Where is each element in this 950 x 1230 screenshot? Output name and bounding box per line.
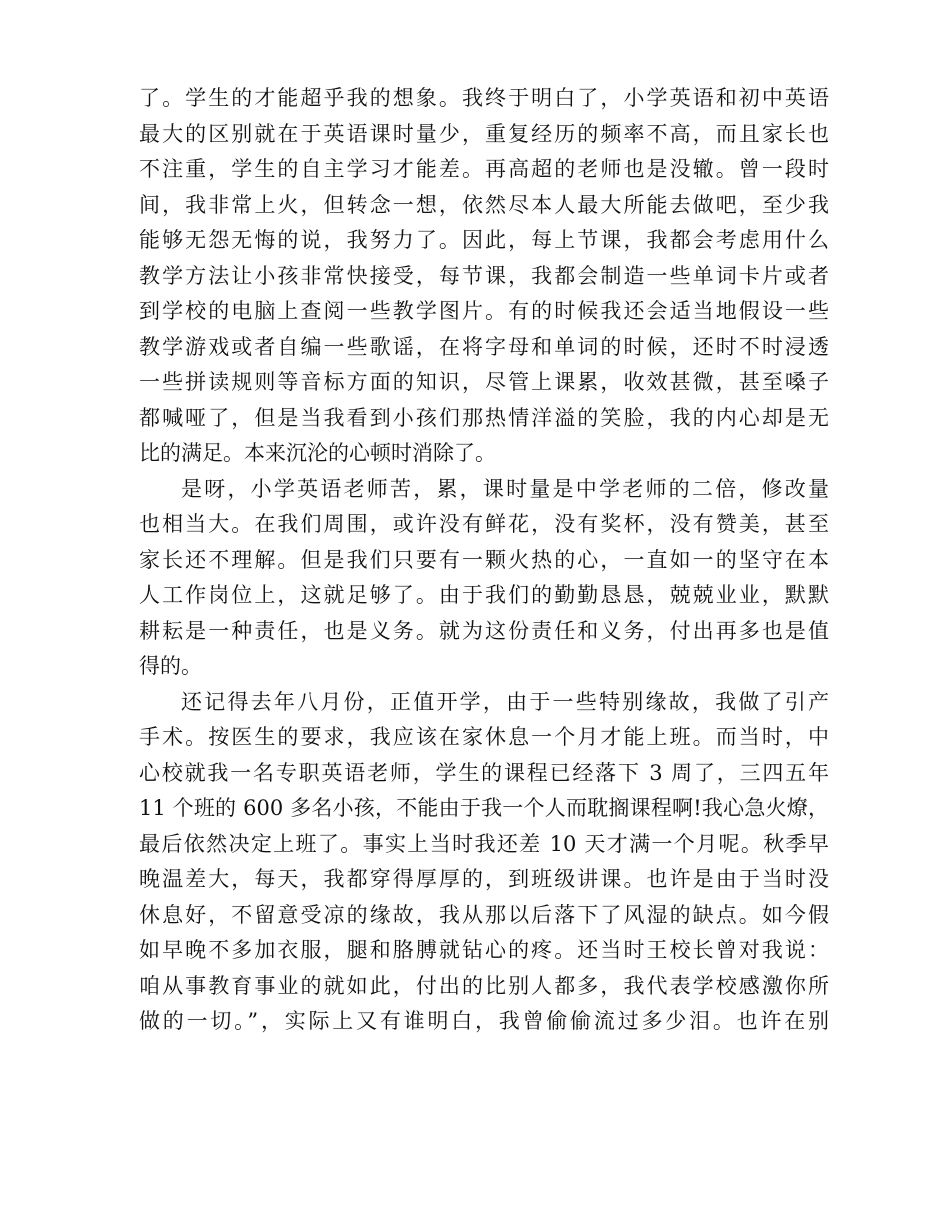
text-line: 最大的区别就在于英语课时量少，重复经历的频率不高，而且家长也 — [139, 121, 829, 146]
text-line: 休息好，不留意受凉的缘故，我从那以后落下了风湿的缺点。如今假 — [139, 902, 829, 927]
text-line: 人工作岗位上，这就足够了。由于我们的勤勤恳恳，兢兢业业，默默 — [139, 583, 829, 607]
text-line: 到学校的电脑上查阅一些教学图片。有的时候我还会适当地假设一些 — [139, 299, 829, 323]
text-line: 不注重，学生的自主学习才能差。再高超的老师也是没辙。曾一段时 — [139, 157, 829, 181]
text-line: 耕耘是一种责任，也是义务。就为这份责任和义务，付出再多也是值 — [139, 618, 829, 643]
text-line: 晚温差大，每天，我都穿得厚厚的，到班级讲课。也许是由于当时没 — [139, 867, 829, 891]
text-line: 了。学生的才能超乎我的想象。我终于明白了，小学英语和初中英语 — [139, 86, 829, 110]
text-line: 还记得去年八月份，正值开学，由于一些特别缘故，我做了引产 — [181, 689, 829, 714]
text-line: 得的。 — [139, 654, 202, 678]
text-line: 心校就我一名专职英语老师，学生的课程已经落下 3 周了，三四五年 — [139, 760, 829, 785]
text-line: 家长还不理解。但是我们只要有一颗火热的心，一直如一的坚守在本 — [139, 547, 829, 572]
text-line: 一些拼读规则等音标方面的知识，尽管上课累，收效甚微，甚至嗓子 — [139, 370, 829, 394]
text-line: 教学游戏或者自编一些歌谣，在将字母和单词的时候，还时不时浸透 — [139, 334, 829, 359]
text-line: 也相当大。在我们周围，或许没有鲜花，没有奖杯，没有赞美，甚至 — [139, 512, 829, 536]
text-line: 教学方法让小孩非常快接受，每节课，我都会制造一些单词卡片或者 — [139, 263, 829, 288]
body-text — [139, 81, 829, 1040]
text-line: 做的一切。”，实际上又有谁明白，我曾偷偷流过多少泪。也许在别 — [139, 1009, 829, 1033]
text-line: 如早晚不多加衣服，腿和胳膊就钻心的疼。还当时王校长曾对我说： — [139, 938, 829, 962]
text-line: 比的满足。本来沉沦的心顿时消除了。 — [139, 441, 496, 465]
text-line: 最后依然决定上班了。事实上当时我还差 10 天才满一个月呢。秋季早 — [139, 831, 829, 856]
text-line: 间，我非常上火，但转念一想，依然尽本人最大所能去做吧，至少我 — [139, 192, 829, 217]
text-line: 咱从事教育事业的就如此，付出的比别人都多，我代表学校感激你所 — [139, 973, 829, 998]
text-line: 是呀，小学英语老师苦，累，课时量是中学老师的二倍，修改量 — [181, 476, 829, 501]
text-line: 11 个班的 600 多名小孩，不能由于我一个人而耽搁课程啊!我心急火燎， — [139, 796, 829, 820]
text-line: 手术。按医生的要求，我应该在家休息一个月才能上班。而当时，中 — [139, 725, 829, 749]
text-line: 都喊哑了，但是当我看到小孩们那热情洋溢的笑脸，我的内心却是无 — [139, 405, 829, 430]
text-line: 能够无怨无悔的说，我努力了。因此，每上节课，我都会考虑用什么 — [139, 228, 829, 252]
